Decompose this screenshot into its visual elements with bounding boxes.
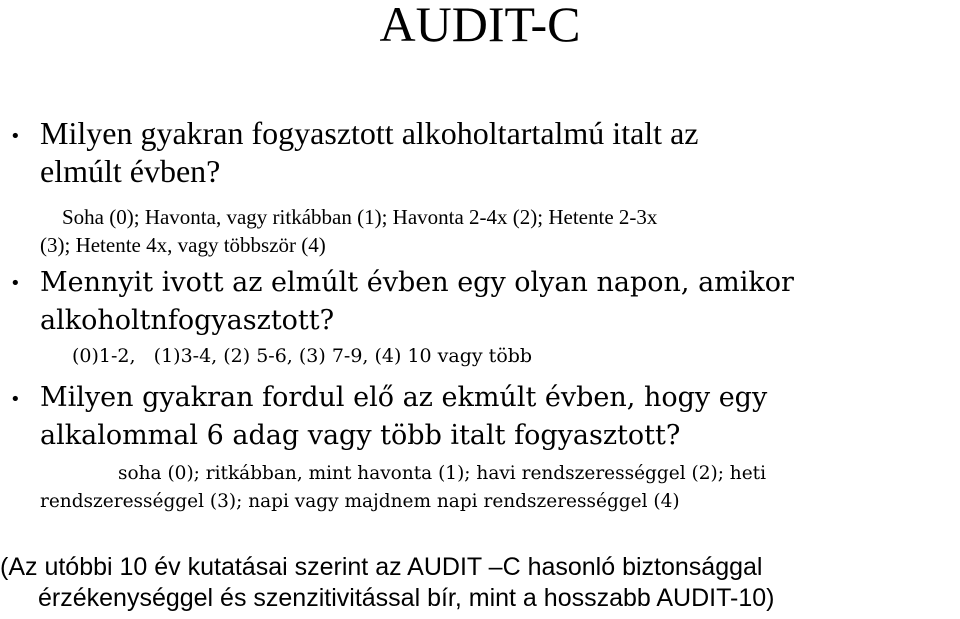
question-3 xyxy=(40,379,955,455)
question-1 xyxy=(40,114,955,190)
research-note-line-2: érzékenységgel és szenzitivitással bír, mint a hosszabb AUDIT-10) xyxy=(38,584,775,612)
answer-1 xyxy=(40,203,960,259)
answer-2 xyxy=(72,342,960,370)
research-note xyxy=(0,552,960,614)
bullet-icon: • xyxy=(10,126,21,147)
answer-3 xyxy=(40,460,960,516)
question-3-line-1: Milyen gyakran fordul elő az ekmúlt évben, hogy egy xyxy=(40,382,768,413)
question-2 xyxy=(40,264,955,340)
question-2-line-1: Mennyit ivott az elmúlt évben egy olyan napon, amikor xyxy=(40,267,794,298)
question-2-line-2: alkoholtnfogyasztott? xyxy=(40,305,335,336)
question-1-line-2: elmúlt évben? xyxy=(40,153,221,189)
bullet-icon: • xyxy=(10,273,21,294)
answer-2-line-1: (0)1-2, (1)3-4, (2) 5-6, (3) 7-9, (4) 10 vagy több xyxy=(72,345,533,367)
answer-3-line-1: soha (0); ritkábban, mint havonta (1); havi rendszerességgel (2); heti xyxy=(118,463,767,484)
slide-title: AUDIT-C xyxy=(379,0,581,52)
research-note-line-1: (Az utóbbi 10 év kutatásai szerint az AUDIT –C hasonló biztonsággal xyxy=(0,553,763,581)
answer-1-line-1: Soha (0); Havonta, vagy ritkábban (1); Havonta 2-4x (2); Hetente 2-3x xyxy=(62,205,658,229)
answer-3-line-2: rendszerességgel (3); napi vagy majdnem napi rendszerességgel (4) xyxy=(40,491,680,512)
question-3-line-2: alkalommal 6 adag vagy több italt fogyasztott? xyxy=(40,420,681,451)
question-1-line-1: Milyen gyakran fogyasztott alkoholtartalmú italt az xyxy=(40,115,699,151)
answer-1-line-2: (3); Hetente 4x, vagy többször (4) xyxy=(40,233,326,257)
bullet-icon: • xyxy=(10,389,21,410)
